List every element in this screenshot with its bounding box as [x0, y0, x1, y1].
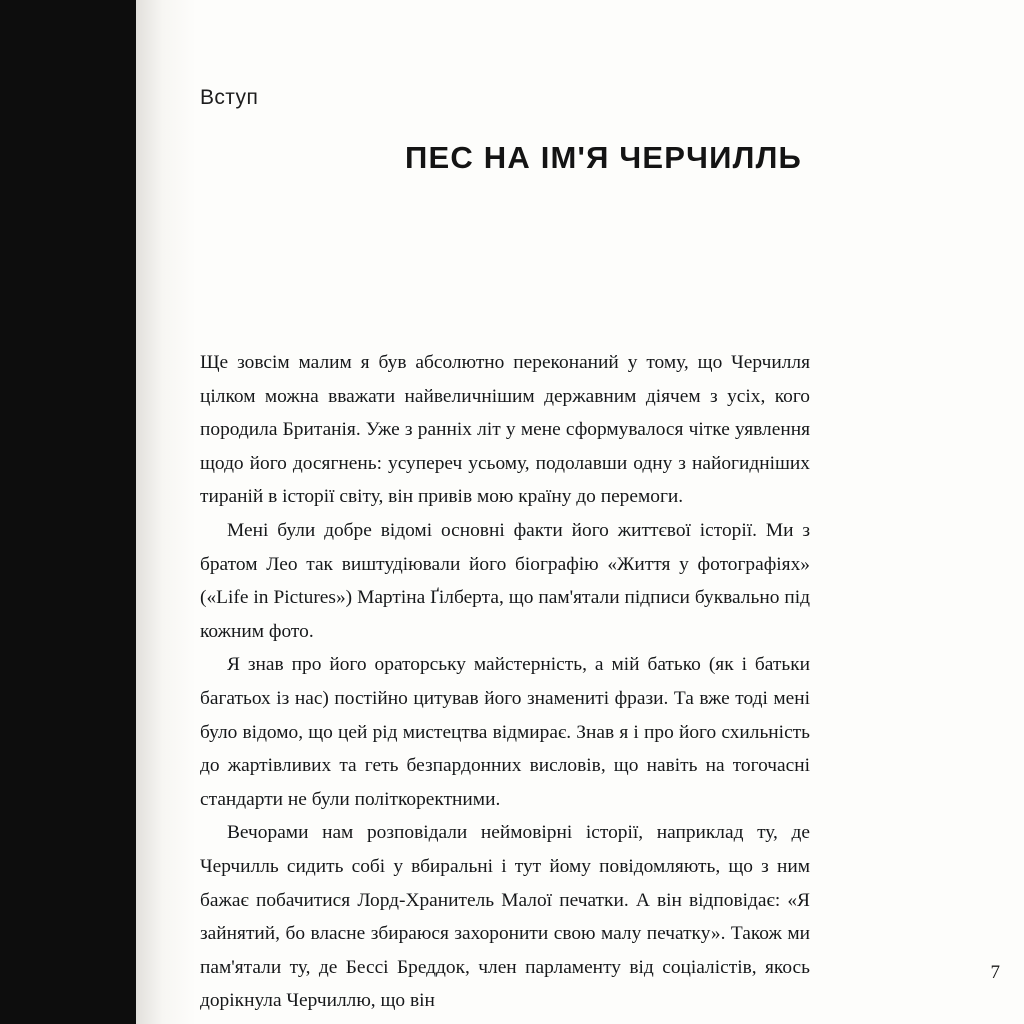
page-gutter-shadow [0, 0, 136, 1024]
section-label: Вступ [200, 86, 259, 109]
page-number: 7 [990, 962, 1000, 983]
paragraph: Я знав про його ораторську майстерність, а мій батько (як і батьки багатьох із нас) постійно цитував його знамениті фрази. Та вже тоді мені було відомо, що цей рід мистецтва відмирає. Знав я і про його схильність до жартівливих та геть безпардонних висловів, що навіть на тогочасні стандарти не були політкоректними. [200, 654, 810, 810]
paragraph: Мені були добре відомі основні факти його життєвої історії. Ми з братом Лео так виштудіювали його біографію «Життя у фотографіях» («Life in Pictures») Мартіна Ґілберта, що пам'ятали підписи буквально під кожним фото. [200, 519, 810, 642]
paragraph: Вечорами нам розповідали неймовірні історії, наприклад ту, де Черчилль сидить собі у вбиральні і тут йому повідомляють, що з ним бажає побачитися Лорд-Хранитель Малої печатки. А він відповідає: «Я зайнятий, бо власне збираюся захоронити свою малу печатку». Також ми пам'ятали ту, де Бессі Бреддок, член парламенту від соціалістів, якось дорікнула Черчиллю, що він [200, 822, 810, 1012]
body-text [200, 346, 810, 1018]
chapter-title: ПЕС НА ІМ'Я ЧЕРЧИЛЛЬ [404, 140, 802, 175]
paragraph: Ще зовсім малим я був абсолютно переконаний у тому, що Черчилля цілком можна вважати найвеличнішим державним діячем з усіх, кого породила Британія. Уже з ранніх літ у мене сформувалося чітке уявлення щодо його досягнень: усупереч усьому, подолавши одну з найогидніших тираній в історії світу, він привів мою країну до перемоги. [200, 352, 810, 508]
page-content [196, 0, 1024, 1024]
